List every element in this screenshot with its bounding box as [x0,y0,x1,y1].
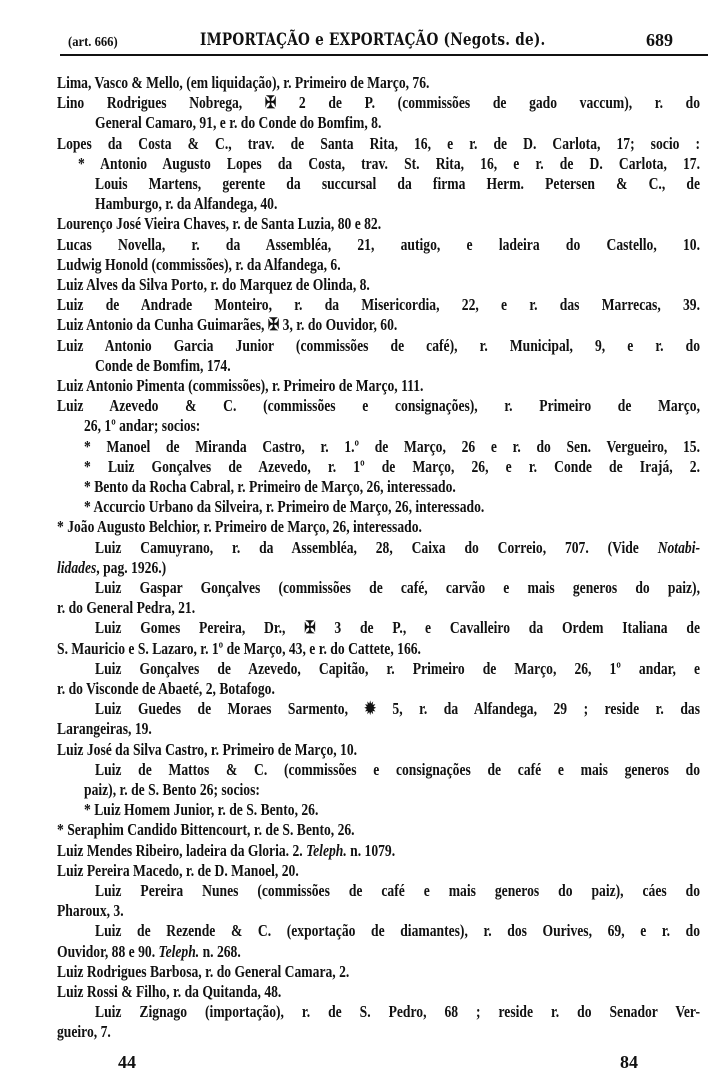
line-text: Luiz Gonçalves de Azevedo, Capitão, r. Primeiro de Março, 26, 1º andar, e [95,658,700,678]
entry-continuation-line [95,659,700,679]
line-text: Pharoux, 3. [57,901,124,921]
entry-continuation-line [95,699,700,719]
line-text: * Bento da Rocha Cabral, r. Primeiro de Março, 26, interessado. [84,477,456,496]
line-text: Ouvidor, 88 e 90. [57,941,159,961]
line-text: n. 268. [199,941,241,961]
line-text: Louis Martens, gerente da succursal da firma Herm. Petersen & C., de [95,174,700,193]
line-text: * João Augusto Belchior, r. Primeiro de Março, 26, interessado. [57,517,422,537]
entry-continuation-line [95,194,277,214]
entry-line [57,295,700,315]
line-text: Luiz José da Silva Castro, r. Primeiro de Março, 10. [57,739,358,759]
entry-line [57,598,195,618]
line-text: * Luiz Homem Junior, r. de S. Bento, 26. [84,800,319,820]
entry-line [57,942,241,962]
line-text: Luiz Alves da Silva Porto, r. do Marquez de Olinda, 8. [57,275,370,294]
page-number: 689 [646,30,673,50]
entry-continuation-line [95,760,700,780]
line-text: Luiz Antonio da Cunha Guimarães, ✠ 3, r. do Ouvidor, 60. [57,315,398,335]
entry-line [57,982,281,1002]
line-text: * Luiz Gonçalves de Azevedo, r. 1º de Março, 26, e r. Conde de Irajá, 2. [84,456,700,476]
line-text: Hamburgo, r. da Alfandega, 40. [95,194,278,214]
italic-text: lidades [57,557,97,577]
entry-line [57,639,421,659]
entry-line [57,901,124,921]
line-text: Luiz Pereira Nunes (commissões de café e mais generos do paiz), cáes do [95,881,700,900]
line-text: Conde de Bomfim, 174. [95,355,231,375]
line-text: gueiro, 7. [57,1022,111,1042]
line-text: Luiz de Andrade Monteiro, r. da Misericordia, 22, e r. das Marrecas, 39. [57,295,700,315]
line-text: S. Mauricio e S. Lazaro, r. 1º de Março, 43, e r. do Cattete, 166. [57,638,421,658]
entry-continuation-line [95,618,700,638]
entry-continuation-line [95,538,700,558]
line-text: r. do General Pedra, 21. [57,598,196,618]
entry-line [57,336,700,356]
line-text: Lima, Vasco & Mello, (em liquidação), r. Primeiro de Março, 76. [57,73,430,92]
line-text: * Manoel de Miranda Castro, r. 1.º de Março, 26 e r. do Sen. Vergueiro, 15. [84,436,700,456]
article-reference: (art. 666) [68,35,118,50]
entry-line [57,73,429,93]
line-text: Lucas Novella, r. da Assembléa, 21, autigo, e ladeira do Castello, 10. [57,234,700,254]
line-text: Larangeiras, 19. [57,719,152,739]
line-text: Ludwig Honold (commissões), r. da Alfandega, 6. [57,254,341,274]
entry-line [57,962,349,982]
entry-line [57,255,341,275]
partner-line [84,800,318,820]
line-text: Luiz Azevedo & C. (commissões e consignações), r. Primeiro de Março, [57,396,700,416]
entry-line [57,315,397,335]
line-text: Luiz Guedes de Moraes Sarmento, ✹ 5, r. da Alfandega, 29 ; reside r. das [95,699,700,719]
line-text: General Camaro, 91, e r. do Conde do Bomfim, 8. [95,113,382,133]
entry-continuation-line [95,578,700,598]
line-text: Luiz Rossi & Filho, r. da Quitanda, 48. [57,982,282,1001]
entry-line [57,679,275,699]
line-text: Luiz Gomes Pereira, Dr., ✠ 3 de P., e Cavalleiro da Ordem Italiana de [95,618,700,638]
line-text: Luiz Rodrigues Barbosa, r. do General Camara, 2. [57,961,350,981]
partner-line [84,416,200,436]
italic-text: Teleph. [158,941,200,961]
header-rule [60,54,708,56]
entry-line [57,376,423,396]
entry-line [57,235,700,255]
italic-text: Notabi- [657,537,700,557]
entry-continuation-line [95,113,381,133]
line-text: Lino Rodrigues Nobrega, ✠ 2 de P. (commissões de gado vaccum), r. do [57,93,700,113]
line-text: r. do Visconde de Abaeté, 2, Botafogo. [57,679,275,698]
entry-continuation-line [95,921,700,941]
entry-continuation-line [95,356,231,376]
line-text: Luiz Mendes Ribeiro, ladeira da Gloria. 2. [57,840,307,860]
entry-line [57,719,152,739]
line-text: Luiz Antonio Garcia Junior (commissões de café), r. Municipal, 9, e r. do [57,335,700,355]
italic-text: Teleph. [306,840,347,860]
entry-line [57,275,370,295]
partner-line [84,437,700,457]
line-text: Luiz de Rezende & C. (exportação de diamantes), r. dos Ourives, 69, e r. do [95,921,700,941]
partner-line [84,780,260,800]
line-text: * Antonio Augusto Lopes da Costa, trav. St. Rita, 16, e r. de D. Carlota, 17. [78,153,700,173]
entry-line [57,740,357,760]
partner-line [84,477,456,497]
entry-continuation-line [95,1002,700,1022]
signature-mark-right: 84 [620,1052,638,1072]
entry-line [57,1022,111,1042]
entry-continuation-line [95,174,700,194]
line-text: Luiz Antonio Pimenta (commissões), r. Primeiro de Março, 111. [57,376,424,395]
entry-line [57,517,422,537]
line-text: Lopes da Costa & C., trav. de Santa Rita, 16, e r. de D. Carlota, 17; socio : [57,133,700,153]
line-text: Luiz Gaspar Gonçalves (commissões de café, carvão e mais generos do paiz), [95,578,700,597]
signature-mark-left: 44 [118,1052,136,1072]
line-text: Luiz Pereira Macedo, r. de D. Manoel, 20. [57,860,299,880]
page-title: IMPORTAÇÃO e EXPORTAÇÃO (Negots. de). [200,30,546,50]
line-text: Lourenço José Vieira Chaves, r. de Santa Luzia, 80 e 82. [57,214,382,234]
partner-line [84,497,484,517]
entry-line [57,93,700,113]
line-text: 26, 1º andar; socios: [84,416,201,436]
entry-line [57,396,700,416]
line-text: * Seraphim Candido Bittencourt, r. de S. Bento, 26. [57,820,355,840]
entry-line [57,820,355,840]
partner-line [84,457,700,477]
line-text: Luiz de Mattos & C. (commissões e consignações de café e mais generos do [95,759,700,779]
line-text: Luiz Zignago (importação), r. de S. Pedro, 68 ; reside r. do Senador Ver- [95,1002,700,1022]
entry-line [57,861,299,881]
line-text: , pag. 1926.) [96,557,167,577]
entry-continuation-line [95,881,700,901]
entry-line [57,558,166,578]
entry-line [57,841,395,861]
line-text: Luiz Camuyrano, r. da Assembléa, 28, Caixa do Correio, 707. (Vide [95,537,658,557]
entry-line [57,134,700,154]
line-text: n. 1079. [346,840,396,860]
line-text: paiz), r. de S. Bento 26; socios: [84,780,260,799]
line-text: * Accurcio Urbano da Silveira, r. Primeiro de Março, 26, interessado. [84,497,485,517]
partner-line [78,154,700,174]
entry-line [57,214,381,234]
